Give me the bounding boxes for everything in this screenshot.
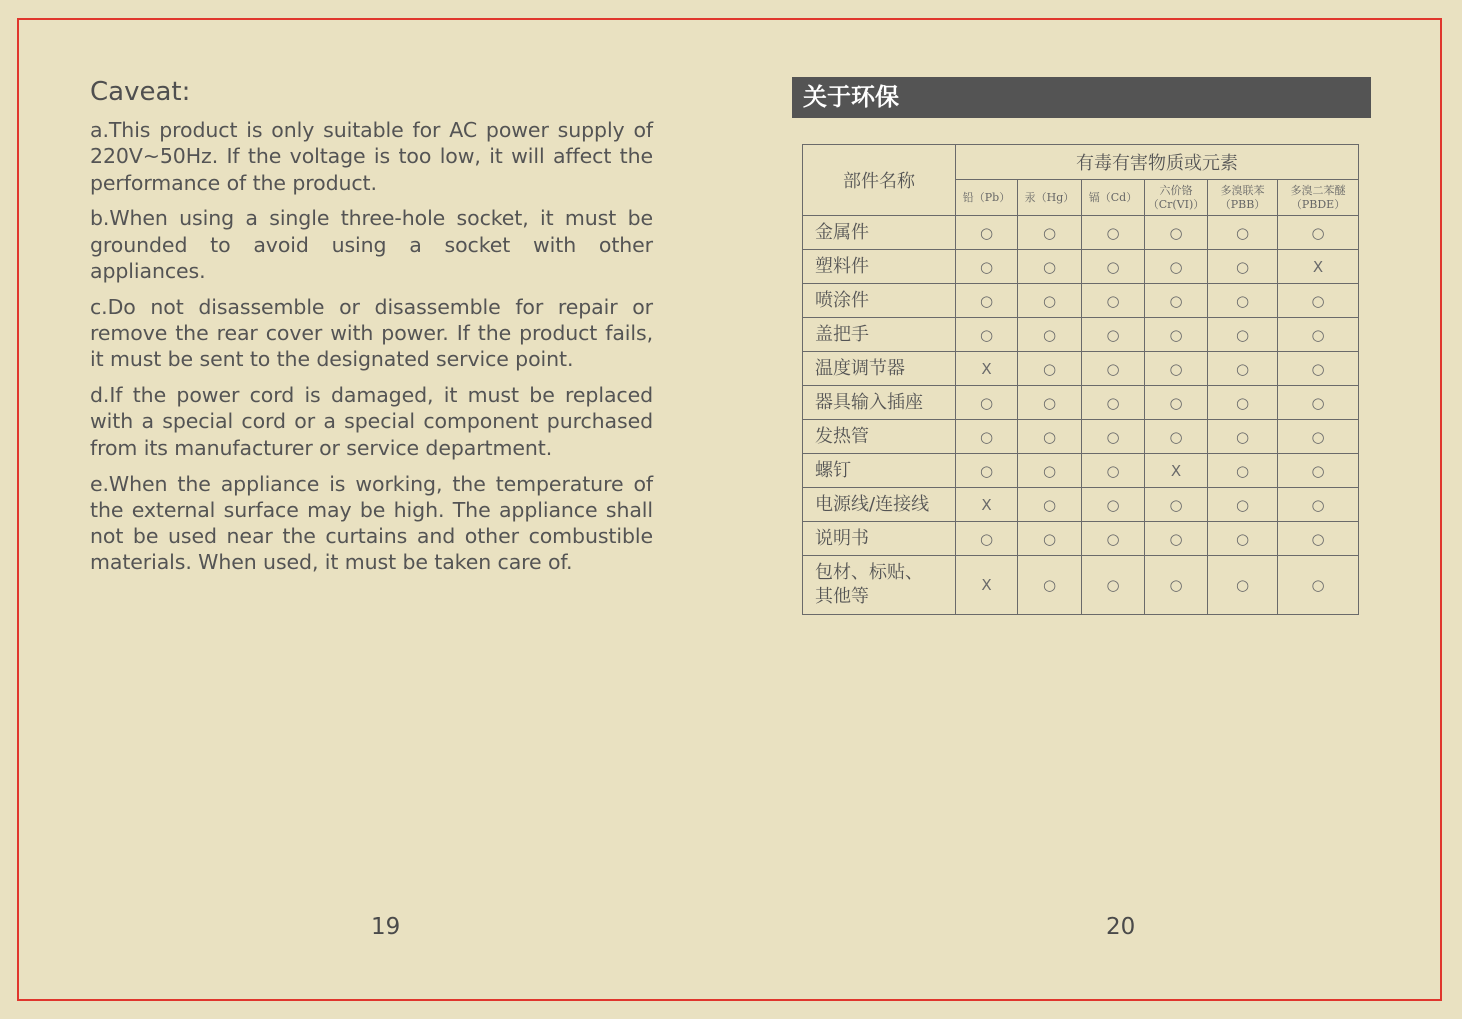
substance-mark-cell: ○ <box>1145 556 1208 615</box>
substance-mark-cell: ○ <box>1278 454 1359 488</box>
substance-mark-cell: ○ <box>1145 284 1208 318</box>
substance-mark-cell: ○ <box>1208 420 1278 454</box>
substance-mark-cell: ○ <box>1145 352 1208 386</box>
table-row <box>803 488 1359 522</box>
part-name-cell <box>803 556 956 615</box>
substance-name: 铅（Pb） <box>962 190 1011 204</box>
table-row <box>803 284 1359 318</box>
substance-mark-cell: ○ <box>1018 216 1082 250</box>
substance-mark-cell: ○ <box>1208 284 1278 318</box>
substance-mark-cell: ○ <box>1278 284 1359 318</box>
caveat-paragraph-d: d.If the power cord is damaged, it must be replaced with a special cord or a special component purchased from its manufacturer or service department. <box>90 383 653 460</box>
part-name-cell: 器具输入插座 <box>803 386 956 420</box>
part-name-line: 包材、标贴、 <box>815 562 923 583</box>
caveat-paragraph-a: a.This product is only suitable for AC power supply of 220V~50Hz. If the voltage is too low, it will affect the performance of the product. <box>90 118 653 195</box>
substance-mark-cell: ○ <box>1082 522 1145 556</box>
substance-mark-cell: ○ <box>1208 488 1278 522</box>
substance-mark-cell: ○ <box>956 522 1018 556</box>
substance-mark-cell: ○ <box>1145 250 1208 284</box>
part-name-header: 部件名称 <box>803 145 956 216</box>
hazardous-substances-table <box>802 144 1359 615</box>
environmental-header: 关于环保 <box>792 77 1371 118</box>
table-row <box>803 216 1359 250</box>
substance-name: 汞（Hg） <box>1024 190 1075 204</box>
substance-mark-cell: X <box>956 352 1018 386</box>
substance-mark-cell: ○ <box>1208 318 1278 352</box>
substance-name: 镉（Cd） <box>1088 190 1138 204</box>
substance-header <box>1082 180 1145 216</box>
substances-group-header: 有毒有害物质或元素 <box>956 145 1359 180</box>
substance-mark-cell: ○ <box>1082 556 1145 615</box>
substance-mark-cell: ○ <box>1208 454 1278 488</box>
substance-mark-cell: ○ <box>1145 318 1208 352</box>
table-row <box>803 522 1359 556</box>
table-row <box>803 352 1359 386</box>
substance-mark-cell: ○ <box>1018 352 1082 386</box>
substance-mark-cell: ○ <box>956 318 1018 352</box>
substance-mark-cell: ○ <box>1278 352 1359 386</box>
substance-mark-cell: ○ <box>956 454 1018 488</box>
substance-mark-cell: ○ <box>956 386 1018 420</box>
page-number-right: 20 <box>1106 914 1136 940</box>
left-page <box>90 76 653 585</box>
substance-mark-cell: ○ <box>1018 386 1082 420</box>
table-row <box>803 420 1359 454</box>
substance-mark-cell: ○ <box>1082 250 1145 284</box>
substance-mark-cell: ○ <box>1208 352 1278 386</box>
substance-mark-cell: ○ <box>1082 488 1145 522</box>
substance-mark-cell: ○ <box>1278 556 1359 615</box>
substance-mark-cell: ○ <box>1208 216 1278 250</box>
substance-mark-cell: ○ <box>1018 420 1082 454</box>
substance-mark-cell: X <box>956 556 1018 615</box>
caveat-paragraph-e: e.When the appliance is working, the temperature of the external surface may be high. The appliance shall not be used near the curtains and other combustible materials. When used, it must be taken care of. <box>90 471 653 575</box>
part-name-line: 其他等 <box>815 586 869 607</box>
substance-name: 六价铬 <box>1159 183 1193 197</box>
substance-mark-cell: ○ <box>1082 318 1145 352</box>
caveat-paragraph-c: c.Do not disassemble or disassemble for repair or remove the rear cover with power. If the product fails, it must be sent to the designated service point. <box>90 294 653 372</box>
substance-mark-cell: ○ <box>1208 386 1278 420</box>
substance-mark-cell: ○ <box>1145 386 1208 420</box>
part-name-cell: 发热管 <box>803 420 956 454</box>
substance-mark-cell: ○ <box>1082 420 1145 454</box>
substance-mark-cell: ○ <box>1082 352 1145 386</box>
substance-mark-cell: ○ <box>1145 420 1208 454</box>
substance-mark-cell: ○ <box>1018 284 1082 318</box>
substance-mark-cell: ○ <box>1018 250 1082 284</box>
substance-mark-cell: ○ <box>1278 488 1359 522</box>
table-row <box>803 556 1359 615</box>
substance-mark-cell: ○ <box>1082 386 1145 420</box>
part-name-cell: 塑料件 <box>803 250 956 284</box>
substance-mark-cell: ○ <box>1145 522 1208 556</box>
substance-mark-cell: ○ <box>1278 420 1359 454</box>
substance-mark-cell: ○ <box>956 216 1018 250</box>
table-row <box>803 454 1359 488</box>
substance-symbol: （Cr(VI)） <box>1147 197 1205 211</box>
part-name-cell: 螺钉 <box>803 454 956 488</box>
substance-mark-cell: ○ <box>1082 454 1145 488</box>
substance-mark-cell: ○ <box>1278 522 1359 556</box>
substance-mark-cell: ○ <box>1018 522 1082 556</box>
substance-mark-cell: ○ <box>1018 488 1082 522</box>
substance-mark-cell: ○ <box>1278 216 1359 250</box>
table-row <box>803 386 1359 420</box>
substance-name: 多溴二苯醚 <box>1290 183 1346 197</box>
table-row <box>803 250 1359 284</box>
substance-mark-cell: ○ <box>1278 386 1359 420</box>
substance-mark-cell: ○ <box>956 284 1018 318</box>
substance-mark-cell: ○ <box>1018 454 1082 488</box>
table-row <box>803 318 1359 352</box>
substance-mark-cell: ○ <box>1208 250 1278 284</box>
substance-symbol: （PBDE） <box>1290 197 1346 211</box>
caveat-title: Caveat: <box>90 77 191 107</box>
part-name-cell: 金属件 <box>803 216 956 250</box>
substance-header <box>1208 180 1278 216</box>
substance-mark-cell: ○ <box>1145 488 1208 522</box>
part-name-cell: 说明书 <box>803 522 956 556</box>
substance-mark-cell: ○ <box>1208 556 1278 615</box>
substance-header <box>1278 180 1359 216</box>
substance-symbol: （PBB） <box>1219 197 1266 211</box>
page-number-left: 19 <box>371 914 401 940</box>
substance-mark-cell: ○ <box>1018 556 1082 615</box>
substance-mark-cell: X <box>1278 250 1359 284</box>
part-name-cell: 喷涂件 <box>803 284 956 318</box>
substance-header <box>1145 180 1208 216</box>
substance-mark-cell: X <box>956 488 1018 522</box>
substance-header <box>956 180 1018 216</box>
substance-mark-cell: ○ <box>1208 522 1278 556</box>
substance-mark-cell: ○ <box>1278 318 1359 352</box>
substance-mark-cell: ○ <box>1082 216 1145 250</box>
substance-header <box>1018 180 1082 216</box>
part-name-cell: 温度调节器 <box>803 352 956 386</box>
substance-mark-cell: ○ <box>1018 318 1082 352</box>
caveat-paragraph-b: b.When using a single three-hole socket, it must be grounded to avoid using a socket with other appliances. <box>90 206 653 283</box>
part-name-cell: 电源线/连接线 <box>803 488 956 522</box>
substance-mark-cell: ○ <box>956 250 1018 284</box>
substance-mark-cell: X <box>1145 454 1208 488</box>
substance-name: 多溴联苯 <box>1220 183 1265 197</box>
substance-mark-cell: ○ <box>1145 216 1208 250</box>
part-name-cell: 盖把手 <box>803 318 956 352</box>
substance-mark-cell: ○ <box>1082 284 1145 318</box>
substance-mark-cell: ○ <box>956 420 1018 454</box>
